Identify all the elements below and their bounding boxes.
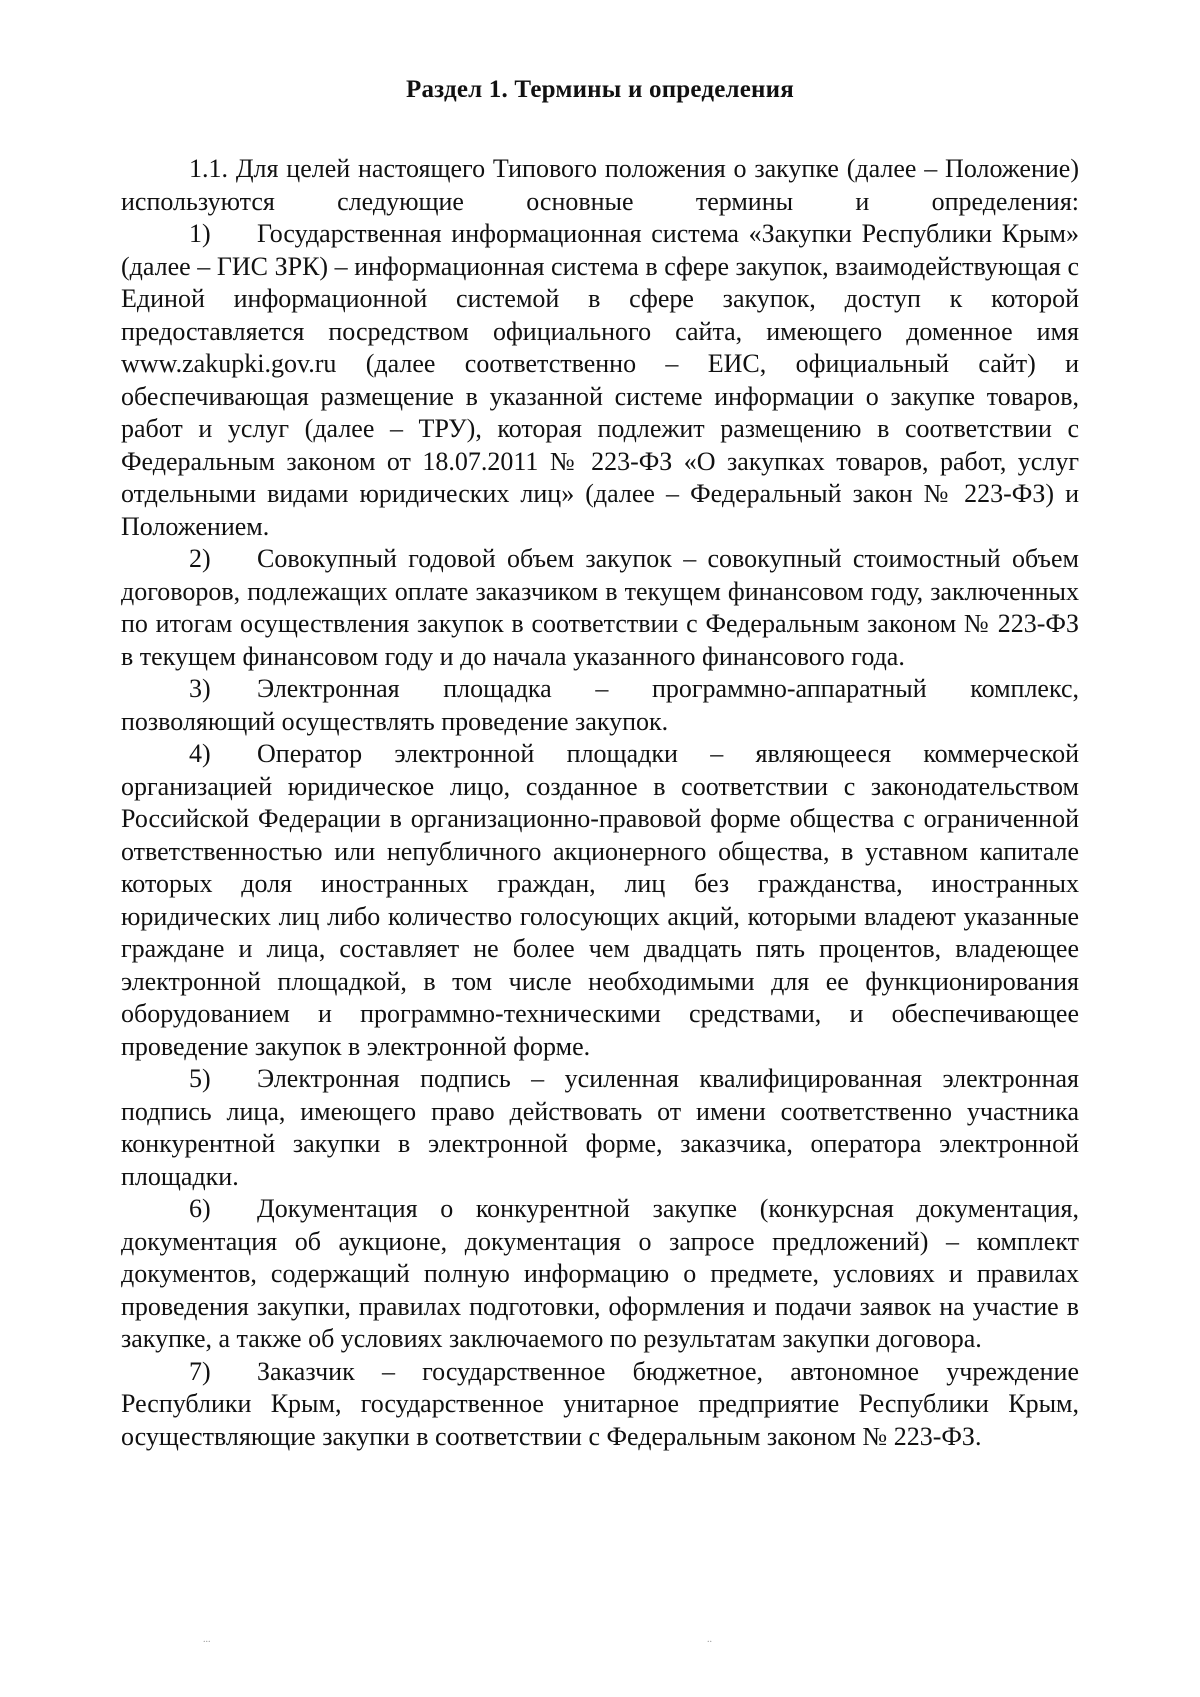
intro-paragraph: 1.1. Для целей настоящего Типового положения о закупке (далее – Положение) используются следующие основные термины и определения: [121, 154, 1079, 216]
definition-number: 3) [189, 674, 211, 703]
definition-item [121, 1063, 1079, 1193]
definition-number: 2) [189, 544, 211, 573]
definition-text: Электронная площадка – программно-аппаратный комплекс, позволяющий осуществлять проведение закупок. [121, 674, 1079, 736]
definition-item [121, 673, 1079, 738]
definition-number: 4) [189, 739, 211, 768]
definition-number: 1) [189, 219, 211, 248]
footer-mark-left: ... [203, 1634, 211, 1645]
definition-item [121, 1356, 1079, 1454]
definitions-list [121, 218, 1079, 1453]
definition-text: Заказчик – государственное бюджетное, автономное учреждение Республики Крым, государственное унитарное предприятие Республики Крым, осуществляющие закупки в соответствии с Федеральным законом № 223-ФЗ. [121, 1356, 1079, 1451]
definition-text: Электронная подпись – усиленная квалифицированная электронная подпись лица, имеющего право действовать от имени соответственно участника конкурентной закупки в электронной форме, заказчика, оператора электронной площадки. [121, 1064, 1079, 1191]
definition-number: 6) [189, 1194, 211, 1223]
definition-text: Государственная информационная система «Закупки Республики Крым» (далее – ГИС ЗРК) – информационная система в сфере закупок, взаимодействующая с Единой информационной системой в сфере закупок, доступ к которой предоставляется посредством официального сайта, имеющего доменное имя www.zakupki.gov.ru (далее соответственно – ЕИС, официальный сайт) и обеспечивающая размещение в указанной системе информации о закупке товаров, работ и услуг (далее – ТРУ), которая подлежит размещению в соответствии с Федеральным законом от 18.07.2011 № 223-ФЗ «О закупках товаров, работ, услуг отдельными видами юридических лиц» (далее – Федеральный закон № 223-ФЗ) и Положением. [121, 219, 1079, 541]
definition-text: Совокупный годовой объем закупок – совокупный стоимостный объем договоров, подлежащих оплате заказчиком в текущем финансовом году, заключенных по итогам осуществления закупок в соответствии с Федеральным законом № 223-ФЗ в текущем финансовом году и до начала указанного финансового года. [121, 544, 1079, 671]
definition-number: 5) [189, 1064, 211, 1093]
document-page [121, 76, 1079, 1453]
footer-mark-right: .. [707, 1634, 712, 1645]
definition-number: 7) [189, 1356, 211, 1386]
definition-text: Документация о конкурентной закупке (конкурсная документация, документация об аукционе, документация о запросе предложений) – комплект документов, содержащий полную информацию о предмете, условиях и правилах проведения закупки, правилах подготовки, оформления и подачи заявок на участие в закупке, а также об условиях заключаемого по результатам закупки договора. [121, 1194, 1079, 1353]
definition-item [121, 1193, 1079, 1356]
definition-item [121, 218, 1079, 543]
definition-item [121, 543, 1079, 673]
definition-text: Оператор электронной площадки – являющееся коммерческой организацией юридическое лицо, созданное в соответствии с законодательством Российской Федерации в организационно-правовой форме общества с ограниченной ответственностью или непубличного акционерного общества, в уставном капитале которых доля иностранных граждан, лиц без гражданства, иностранных юридических лиц либо количество голосующих акций, которыми владеют указанные граждане и лица, составляет не более чем двадцать пять процентов, владеющее электронной площадкой, в том числе необходимыми для ее функционирования оборудованием и программно-техническими средствами, и обеспечивающее проведение закупок в электронной форме. [121, 739, 1079, 1061]
definition-item [121, 738, 1079, 1063]
section-title: Раздел 1. Термины и определения [406, 76, 794, 103]
